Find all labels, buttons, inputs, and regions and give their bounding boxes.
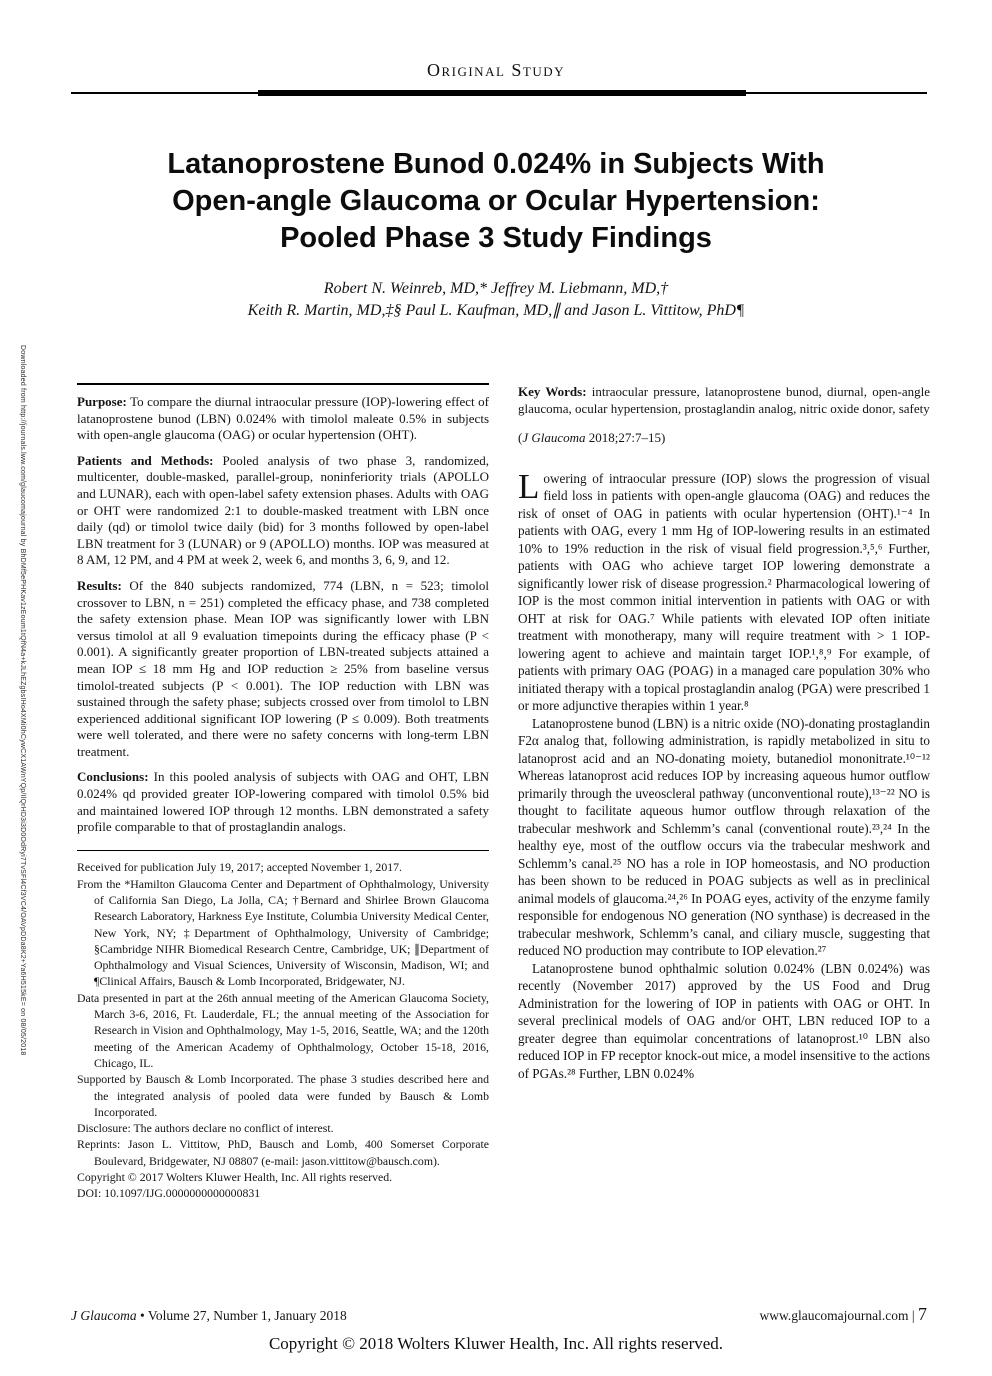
abstract-results-text: Of the 840 subjects randomized, 774 (LBN, n = 523; timolol crossover to LBN, n = 251) completed the efficacy phase, and 738 completed the safety extension phase. Mean IOP was significantly lower with LBN versus timolol at all 9 evaluation timepoints during the efficacy phase (P < 0.001). A significantly greater proportion of LBN-treated subjects attained a mean IOP ≤ 18 mm Hg and IOP reduction ≥ 25% from baseline versus timolol-treated subjects (P < 0.001). The IOP reduction with LBN was sustained through the safety phase; subjects crossed over from timolol to LBN experienced additional significant IOP lowering (P ≤ 0.009). Both treatments were well tolerated, and there were no safety concerns with long-term LBN treatment. (77, 577, 489, 759)
abstract-conclusions (77, 769, 489, 835)
keywords (518, 383, 930, 418)
abstract-methods (77, 453, 489, 569)
footnote-block (77, 859, 489, 1201)
footer-journal-name: J Glaucoma (71, 1308, 137, 1323)
citation-volume-pages: 2018;27:7–15) (585, 429, 666, 445)
section-kicker: Original Study (426, 60, 566, 80)
header-rule-thick-segment (258, 90, 746, 96)
citation-journal-name: J Glaucoma (522, 429, 586, 445)
footer-page-number: 7 (918, 1304, 927, 1324)
dropcap-letter: L (518, 466, 540, 506)
right-column (518, 383, 930, 1202)
author-byline-line2: Keith R. Martin, MD,‡§ Paul L. Kaufman, MD,∥ and Jason L. Vittitow, PhD¶ (247, 302, 745, 319)
author-byline (60, 278, 932, 322)
abstract-purpose-text: To compare the diurnal intraocular pressure (IOP)-lowering effect of latanoprostene bunod (LBN) 0.024% with timolol maleate 0.5% in subjects with open-angle glaucoma (OAG) or ocular hypertension (OHT). (77, 394, 489, 443)
abstract-conclusions-label: Conclusions: (77, 769, 149, 785)
footnote-copyright: Copyright © 2017 Wolters Kluwer Health, Inc. All rights reserved. (77, 1169, 393, 1184)
footer-site-page (759, 1304, 927, 1325)
body-paragraph-1 (518, 466, 930, 715)
footnote-presentations: Data presented in part at the 26th annual meeting of the American Glaucoma Society, March 3-6, 2016, Ft. Lauderdale, FL; the annual meeting of the Association for Research in Vision and Ophthalmology, May 1-5, 2016, Seattle, WA; and the 120th meeting of the American Academy of Ophthalmology, October 15-18, 2016, Chicago, IL. (77, 990, 489, 1070)
footnote-received: Received for publication July 19, 2017; accepted November 1, 2017. (77, 860, 402, 875)
citation-open-paren: ( (518, 429, 523, 445)
body-paragraph-3: Latanoprostene bunod ophthalmic solution 0.024% (LBN 0.024%) was recently (November 2017) approved by the US Food and Drug Administration for the lowering of IOP in patients with OAG or OHT. In several preclinical models of OAG and/or OHT, LBN reduced IOP to a greater degree than equimolar concentrations of latanoprost.¹⁰ LBN also reduced IOP in FP receptor knock-out mice, a model insensitive to the actions of PGAs.²⁸ Further, LBN 0.024% (518, 960, 930, 1081)
keywords-label: Key Words: (518, 384, 587, 399)
footer-issue-info: • Volume 27, Number 1, January 2018 (136, 1308, 347, 1323)
footnote-disclosure: Disclosure: The authors declare no conflict of interest. (77, 1121, 334, 1136)
header-rule (71, 92, 927, 94)
author-byline-line1: Robert N. Weinreb, MD,* Jeffrey M. Liebmann, MD,† (323, 280, 669, 297)
download-watermark: Downloaded from http://journals.lww.com/glaucomajournal by BhDMf5ePHKav1zEoum1tQfN4a+kJLhEZgbsIHo4XMi0hCywCX1AWnYQp/IlQrHD3i3D0OdRyi7TvSFl4Cf3VC4/OAVpDDa8K2+Ya6H515kE= on 08/05/2018 (19, 345, 26, 1056)
footer-website: www.glaucomajournal.com (759, 1308, 909, 1323)
footnote-reprints: Reprints: Jason L. Vittitow, PhD, Bausch and Lomb, 400 Somerset Corporate Boulevard, Bridgewater, NJ 08807 (e-mail: jason.vittitow@bausch.com). (77, 1137, 489, 1168)
article-title-line2: Open-angle Glaucoma or Ocular Hypertension: (172, 185, 820, 217)
keywords-text: intraocular pressure, latanoprostene bunod, diurnal, open-angle glaucoma, ocular hypertension, prostaglandin analog, nitric oxide donor, safety (518, 384, 930, 417)
footnote-rule (77, 850, 489, 852)
body-paragraph-1-text: owering of intraocular pressure (IOP) slows the progression of visual field loss in patients with open-angle glaucoma (OAG) and reduces the risk of onset of OAG in patients with ocular hypertension (OHT).¹⁻⁴ In patients with OAG, every 1 mm Hg of IOP-lowering results in an estimated 10% to 19% reduction in the risk of visual field progression.³,⁵,⁶ Further, patients with OAG who achieve target IOP lowering demonstrate a significantly lower risk of disease progression.² Pharmacological lowering of IOP is the most common initial intervention in patients with OAG or with OHT at risk for OAG.⁷ While patients with elevated IOP often initiate treatment with monotherapy, many will require treatment with > 1 IOP-lowering agent to achieve and maintain target IOP.¹,⁸,⁹ For example, of patients with primary OAG (POAG) in a managed care population 30% who initiated therapy with a topical prostaglandin analog (PGA) were prescribed 1 or more adjunctive therapies within 1 year.⁸ (518, 470, 930, 714)
left-column (77, 383, 489, 1202)
article-title-line1: Latanoprostene Bunod 0.024% in Subjects With (167, 148, 825, 180)
footnote-doi: DOI: 10.1097/IJG.0000000000000831 (77, 1186, 261, 1201)
abstract-conclusions-text: In this pooled analysis of subjects with OAG and OHT, LBN 0.024% qd provided greater IOP-lowering compared with timolol 0.5% bid and maintained lowered IOP through 12 months. LBN demonstrated a safety profile comparable to that of prostaglandin analogs. (77, 769, 489, 835)
two-column-body (77, 383, 930, 1202)
article-title-line3: Pooled Phase 3 Study Findings (280, 222, 712, 254)
journal-citation (518, 430, 930, 446)
copyright-line: Copyright © 2018 Wolters Kluwer Health, Inc. All rights reserved. (268, 1334, 724, 1353)
abstract-methods-text: Pooled analysis of two phase 3, randomized, multicenter, double-masked, parallel-group, noninferiority trials (APOLLO and LUNAR), each with open-label safety extension phases. Adults with OAG or OHT were randomized 2:1 to double-masked treatment with LBN once daily (qd) or timolol twice daily (bid) for 3 months followed by open-label LBN treatment for 3 (LUNAR) or 9 (APOLLO) months. IOP was measured at 8 AM, 12 PM, and 4 PM at week 2, week 6, and months 3, 6, 9, and 12. (77, 452, 489, 568)
abstract-methods-label: Patients and Methods: (77, 452, 214, 468)
abstract-purpose-label: Purpose: (77, 394, 127, 409)
footnote-support: Supported by Bausch & Lomb Incorporated. The phase 3 studies described here and the integrated analysis of pooled data were funded by Bausch & Lomb Incorporated. (77, 1072, 489, 1119)
abstract-purpose (77, 394, 489, 444)
footer-separator: | (908, 1308, 918, 1323)
running-footer (71, 1304, 927, 1325)
article-title (60, 146, 932, 257)
footnote-affiliations: From the *Hamilton Glaucoma Center and Department of Ophthalmology, University of California San Diego, La Jolla, CA; †Bernard and Shirlee Brown Glaucoma Research Laboratory, Harkness Eye Institute, Columbia University Medical Center, New York, NY; ‡Department of Ophthalmology, University of Cambridge; §Cambridge NIHR Biomedical Research Centre, Cambridge, UK; ∥Department of Ophthalmology and Visual Sciences, University of Wisconsin, Madison, WI; and ¶Clinical Affairs, Bausch & Lomb Incorporated, Bridgewater, NJ. (77, 876, 489, 989)
abstract-results (77, 578, 489, 761)
footer-journal-info (71, 1308, 347, 1324)
body-paragraph-2: Latanoprostene bunod (LBN) is a nitric oxide (NO)-donating prostaglandin F2α analog that, following administration, is rapidly metabolized in situ to latanoprost acid and an NO-donating moiety, butanediol mononitrate.¹⁰⁻¹² Whereas latanoprost acid reduces IOP by increasing aqueous humor outflow primarily through the uveoscleral pathway (unconventional route),¹³⁻²² NO is thought to facilitate aqueous humor outflow through relaxation of the trabecular meshwork and Schlemm’s canal (conventional route).²³,²⁴ In the healthy eye, most of the outflow occurs via the trabecular meshwork and Schlemm’s canal.²⁵ NO has a role in IOP homeostasis, and NO production has been shown to be reduced in POAG subjects as well as in preclinical animal models of glaucoma.²⁴,²⁶ In POAG eyes, activity of the enzyme family responsible for endogenous NO generation (NO synthase) is decreased in the trabecular meshwork, Schlemm’s canal, and ciliary muscle, suggesting that reduced NO production may contribute to IOP elevation.²⁷ (518, 715, 930, 959)
abstract-results-label: Results: (77, 577, 122, 593)
abstract-top-rule (77, 383, 489, 385)
